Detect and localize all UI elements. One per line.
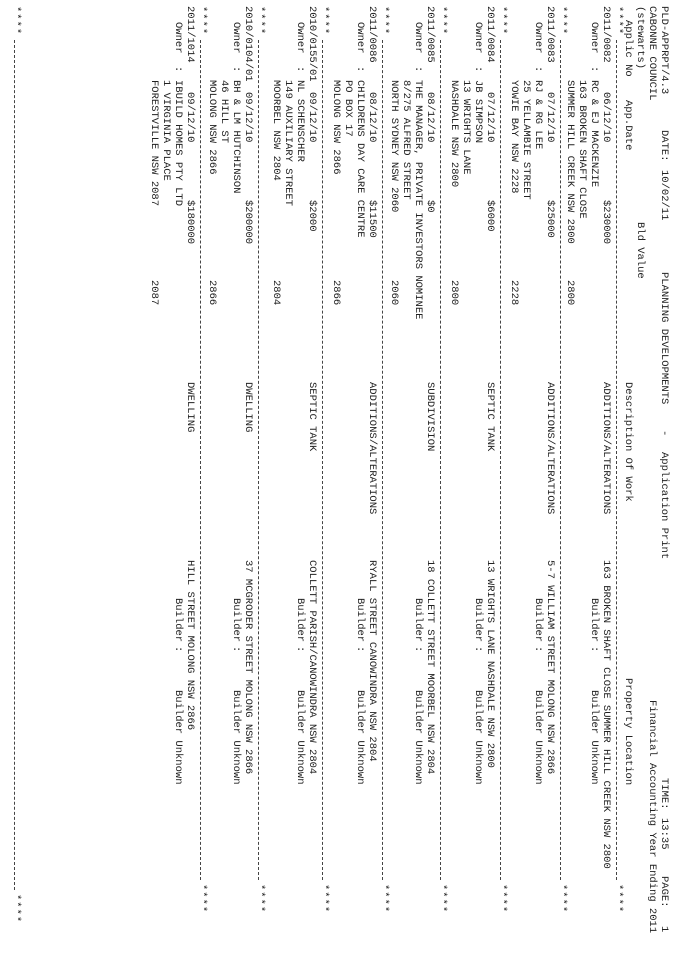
app-date: 07/12/10 — [484, 92, 496, 143]
app-date: 09/12/10 — [184, 92, 196, 143]
builder-name: Builder Unknown — [230, 690, 242, 785]
owner-address-line2: NORTH SYDNEY NSW 2060 — [388, 80, 400, 213]
report-time: 13:35 — [658, 818, 670, 850]
work-description: SEPTIC TANK — [484, 382, 496, 452]
separator-stars-right: **** — [436, 884, 448, 914]
owner-postcode: 2087 — [148, 280, 160, 306]
work-description: ADDITIONS/ALTERATIONS — [600, 382, 612, 515]
record-separator — [616, 40, 617, 880]
owner-address-line1: 13 WRIGHTS LANE — [460, 80, 472, 175]
builder-colon: : — [588, 646, 600, 653]
builder-label: Builder — [532, 598, 544, 643]
owner-colon: : — [412, 66, 424, 73]
owner-postcode: 2866 — [330, 280, 342, 306]
applic-no: 2011/1014 — [184, 6, 196, 63]
builder-label: Builder — [294, 598, 306, 643]
owner-colon: : — [294, 66, 306, 73]
work-description: DWELLING — [184, 382, 196, 433]
work-description: SUBDIVISION — [424, 382, 436, 452]
app-date: 08/12/10 — [424, 92, 436, 143]
owner-name: RC & EJ MACKENZIE — [588, 80, 600, 188]
owner-postcode: 2866 — [206, 280, 218, 306]
col-description: Description Of Work — [622, 382, 634, 502]
record-separator — [200, 40, 201, 880]
owner-name: RJ & RG LEE — [532, 80, 544, 150]
owner-postcode: 2228 — [508, 280, 520, 306]
footer-separator — [14, 40, 15, 890]
builder-name: Builder Unknown — [294, 690, 306, 785]
owner-name: CHILDRENS DAY CARE CENTRE — [354, 80, 366, 238]
owner-address-line1: 149 AUXILIARY STREET — [282, 80, 294, 207]
owner-address-line1: 163 BROKEN SHAFT CLOSE — [576, 80, 588, 219]
col-app-date: App.Date — [622, 100, 634, 151]
council-name: CABONNE COUNCIL — [646, 6, 658, 101]
record-separator — [560, 40, 561, 880]
work-description: ADDITIONS/ALTERATIONS — [366, 382, 378, 515]
bld-value: $6000 — [484, 200, 496, 232]
applic-no: 2011/0084 — [484, 6, 496, 63]
owner-postcode: 2800 — [564, 280, 576, 306]
owner-label: Owner — [532, 22, 544, 54]
builder-label: Builder — [354, 598, 366, 643]
bld-value: $0 — [424, 200, 436, 213]
owner-address-line1: 1 VIRGINIA PLACE — [160, 80, 172, 181]
separator-stars-right: **** — [556, 884, 568, 914]
property-location: 5-7 WILLIAM STREET MOLONG NSW 2866 — [544, 560, 556, 775]
council-sub: (stewarts) — [634, 6, 646, 70]
builder-colon: : — [230, 646, 242, 653]
owner-postcode: 2804 — [270, 280, 282, 306]
builder-name: Builder Unknown — [412, 690, 424, 785]
separator-stars-right: **** — [496, 884, 508, 914]
app-date: 07/12/10 — [544, 92, 556, 143]
separator-stars-right: **** — [612, 884, 624, 914]
separator-stars-right: **** — [254, 884, 266, 914]
owner-label: Owner — [172, 22, 184, 54]
owner-address-line2: YOWIE BAY NSW 2228 — [508, 80, 520, 194]
separator-stars-left: **** — [196, 6, 208, 36]
report-title: PLANNING DEVELOPMENTS — [658, 272, 670, 405]
separator-stars-right: **** — [378, 884, 390, 914]
owner-label: Owner — [230, 22, 242, 54]
work-description: SEPTIC TANK — [306, 382, 318, 452]
builder-name: Builder Unknown — [472, 690, 484, 785]
bld-value: $230000 — [600, 200, 612, 245]
owner-name: IBUILD HOMES PTY LTD — [172, 80, 184, 207]
work-description: DWELLING — [242, 382, 254, 433]
bld-value: $25000 — [544, 200, 556, 238]
property-location: 163 BROKEN SHAFT CLOSE SUMMER HILL CREEK NSW 2800 — [600, 560, 612, 869]
property-location: COLLETT PARISH/CANOWINDRA NSW 2804 — [306, 560, 318, 775]
builder-colon: : — [294, 646, 306, 653]
page-label: PAGE: — [658, 876, 670, 908]
applic-no: 2011/0083 — [544, 6, 556, 63]
owner-address-line1: 46 HILL ST — [218, 80, 230, 144]
builder-label: Builder — [412, 598, 424, 643]
owner-label: Owner — [472, 22, 484, 54]
owner-address-line2: MOLONG NSW 2866 — [206, 80, 218, 175]
footer-stars-left: **** — [10, 6, 22, 36]
owner-address-line2: MOLONG NSW 2866 — [330, 80, 342, 175]
separator-stars-left: **** — [378, 6, 390, 36]
footer-stars-right: **** — [10, 894, 22, 924]
app-date: 08/12/10 — [366, 92, 378, 143]
bld-value: $200000 — [242, 200, 254, 245]
separator-stars-left: **** — [318, 6, 330, 36]
owner-name: JB SIMPSON — [472, 80, 484, 144]
property-location: HILL STREET MOLONG NSW 2866 — [184, 560, 196, 731]
col-bld-value: Bld Value — [634, 222, 646, 279]
date-label: DATE: — [658, 130, 670, 162]
builder-name: Builder Unknown — [354, 690, 366, 785]
owner-name: NL SCHENSCHER — [294, 80, 306, 162]
owner-address-line2: SUMMER HILL CREEK NSW 2800 — [564, 80, 576, 244]
builder-name: Builder Unknown — [588, 690, 600, 785]
owner-address-line2: NASHDALE NSW 2800 — [448, 80, 460, 188]
owner-colon: : — [472, 66, 484, 73]
applic-no: 2011/0086 — [366, 6, 378, 63]
builder-label: Builder — [588, 598, 600, 643]
owner-address-line2: MOORBEL NSW 2804 — [270, 80, 282, 181]
separator-stars-right: **** — [318, 884, 330, 914]
record-separator — [322, 40, 323, 880]
owner-colon: : — [588, 66, 600, 73]
separator-stars-right: **** — [196, 884, 208, 914]
owner-label: Owner — [354, 22, 366, 54]
separator-stars-left: **** — [436, 6, 448, 36]
separator-stars-left: **** — [556, 6, 568, 36]
owner-label: Owner — [294, 22, 306, 54]
builder-label: Builder — [172, 598, 184, 643]
work-description: ADDITIONS/ALTERATIONS — [544, 382, 556, 515]
applic-no: 2011/0082 — [600, 6, 612, 63]
owner-address-line1: PO BOX 17 — [342, 80, 354, 137]
record-separator — [440, 40, 441, 880]
separator-stars-left: **** — [254, 6, 266, 36]
page-number: 1 — [658, 926, 670, 933]
record-separator — [382, 40, 383, 880]
applic-no: 2010/0104/01 — [242, 6, 254, 82]
owner-name: THE MANAGER, PRIVATE INVESTORS NOMINEE — [412, 80, 424, 320]
owner-name: BH & LM HUTCHINSON — [230, 80, 242, 194]
app-date: 09/12/10 — [306, 92, 318, 143]
owner-address-line2: FORESTVILLE NSW 2087 — [148, 80, 160, 207]
owner-colon: : — [354, 66, 366, 73]
bld-value: $2000 — [306, 200, 318, 232]
builder-colon: : — [412, 646, 424, 653]
app-date: 09/12/10 — [242, 92, 254, 143]
property-location: RYALL STREET CANOWINDRA NSW 2804 — [366, 560, 378, 762]
col-applic-no: Applic No — [622, 20, 634, 77]
owner-label: Owner — [588, 22, 600, 54]
property-location: 13 WRIGHTS LANE NASHDALE NSW 2800 — [484, 560, 496, 768]
builder-label: Builder — [472, 598, 484, 643]
record-separator — [258, 40, 259, 880]
property-location: 37 MCGRODER STREET MOLONG NSW 2866 — [242, 560, 254, 775]
property-location: 18 COLLETT STREET MOORBEL NSW 2804 — [424, 560, 436, 775]
builder-colon: : — [532, 646, 544, 653]
col-location: Property Location — [622, 678, 634, 786]
builder-label: Builder — [230, 598, 242, 643]
owner-postcode: 2800 — [448, 280, 460, 306]
title-dash: - — [658, 430, 670, 437]
financial-year: Financial Accounting Year Ending 2011 — [646, 700, 658, 934]
separator-stars-left: **** — [612, 6, 624, 36]
applic-no: 2011/0085 — [424, 6, 436, 63]
owner-label: Owner — [412, 22, 424, 54]
time-label: TIME: — [658, 778, 670, 810]
report-id: PLD-APPRPT/4.3 — [658, 6, 670, 95]
app-date: 06/12/10 — [600, 92, 612, 143]
builder-colon: : — [472, 646, 484, 653]
bld-value: $180000 — [184, 200, 196, 245]
separator-stars-left: **** — [496, 6, 508, 36]
applic-no: 2010/0155/01 — [306, 6, 318, 82]
owner-colon: : — [172, 66, 184, 73]
builder-name: Builder Unknown — [172, 690, 184, 785]
owner-postcode: 2060 — [388, 280, 400, 306]
owner-colon: : — [230, 66, 242, 73]
owner-address-line1: 25 YELLAMBIE STREET — [520, 80, 532, 200]
bld-value: $11500 — [366, 200, 378, 238]
record-separator — [500, 40, 501, 880]
builder-name: Builder Unknown — [532, 690, 544, 785]
report-subtitle: Application Print — [658, 452, 670, 560]
builder-colon: : — [354, 646, 366, 653]
builder-colon: : — [172, 646, 184, 653]
owner-address-line1: 8/275 ALFRED STREET — [400, 80, 412, 200]
report-date: 10/02/11 — [658, 170, 670, 221]
owner-colon: : — [532, 66, 544, 73]
